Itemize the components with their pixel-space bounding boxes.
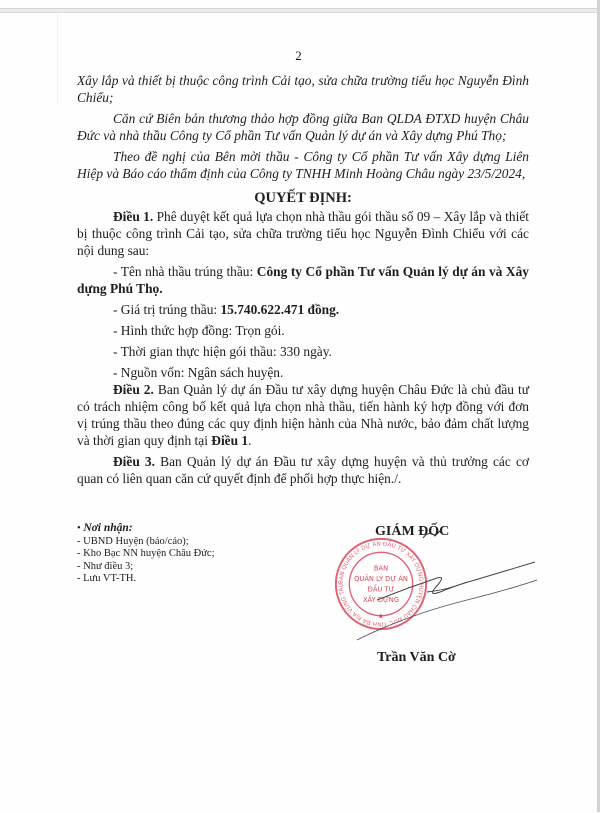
svg-text:★: ★ (377, 611, 385, 621)
article-1-item-contractor (77, 263, 529, 297)
bullet-icon: • (77, 523, 84, 534)
recipient-item: - Lưu VT-TH. (77, 573, 137, 584)
article-1-item-contract-type (77, 322, 529, 339)
recipients-label: Nơi nhận: (83, 522, 133, 534)
paragraph-continuation: Xây lắp và thiết bị thuộc công trình Cải tạo, sửa chữa trường tiểu học Nguyễn Đình Chiểu; (77, 73, 529, 105)
item-label: - Nguồn vốn: (113, 365, 188, 380)
item-label: - Tên nhà thầu trúng thầu: (113, 264, 257, 279)
item-value: Công ty Cổ phần Tư vấn Quản lý dự án và Xây dựng Phú Thọ. (77, 264, 529, 296)
svg-text:BAN QUẢN LÝ DỰ ÁN ĐẦU TƯ XÂY D: BAN QUẢN LÝ DỰ ÁN ĐẦU TƯ XÂY DỰNG HUYỆN CHÂU ĐỨC TỈNH BÀ RỊA VŨNG TÀU (338, 541, 424, 627)
article-2-end: . (248, 433, 252, 448)
article-1-item-value (77, 301, 529, 318)
recipients-block (77, 522, 215, 586)
page-number: 2 (295, 48, 302, 63)
item-label: - Giá trị trúng thầu: (113, 302, 221, 317)
article-1 (77, 208, 529, 259)
article-3-label: Điều 3. (113, 454, 155, 469)
article-1-text: Phê duyệt kết quả lựa chọn nhà thầu gói thầu số 09 – Xây lắp và thiết bị thuộc công trình Cải tạo, sửa chữa trường tiểu học Nguyễn Đình Chiểu với các nội dung sau: (77, 209, 529, 258)
recipient-item: - Kho Bạc NN huyện Châu Đức; (77, 548, 215, 559)
item-label: - Thời gian thực hiện gói thầu: (113, 344, 280, 359)
paragraph-theo-de-nghi: Theo đề nghị của Bên mời thầu - Công ty Cổ phần Tư vấn Xây dựng Liên Hiệp và Báo cáo thẩm định của Công ty TNHH Minh Hoàng Châu ngày 23/5/2024, (77, 149, 529, 181)
article-3 (77, 453, 529, 487)
svg-text:ĐẦU TƯ: ĐẦU TƯ (367, 585, 395, 594)
article-1-label: Điều 1. (113, 209, 154, 224)
recipient-item: - Như điều 3; (77, 560, 134, 572)
article-2-text: Ban Quản lý dự án Đầu tư xây dựng huyện Châu Đức là chủ đầu tư có trách nhiệm công bố kết quả lựa chọn nhà thầu, tiến hành ký hợp đồng với đơn vị trúng thầu theo đúng các quy định hiện hành của Nhà nước, bảo đảm chất lượng và thời gian quy định tại (77, 382, 529, 448)
article-1-item-funding (77, 364, 529, 381)
article-1-item-duration (77, 343, 529, 360)
recipient-item: - UBND Huyện (báo/cáo); (77, 535, 189, 547)
previous-page-bottom (0, 0, 597, 9)
item-value: 330 ngày. (279, 344, 332, 359)
document-footer (77, 522, 529, 682)
item-value: 15.740.622.471 đồng. (220, 302, 340, 317)
signer-title: GIÁM ĐỐC (375, 524, 450, 539)
article-2 (77, 381, 529, 449)
item-value: Ngân sách huyện. (187, 365, 284, 380)
decision-heading: QUYẾT ĐỊNH: (254, 190, 352, 206)
item-label: - Hình thức hợp đồng: (113, 323, 236, 338)
article-2-label: Điều 2. (113, 382, 154, 397)
item-value: Trọn gói. (235, 323, 285, 338)
signer-name: Trần Văn Cờ (377, 650, 456, 665)
svg-text:BAN: BAN (373, 564, 389, 573)
article-3-text: Ban Quản lý dự án Đầu tư xây dựng huyện và thủ trưởng các cơ quan có liên quan căn cứ quyết định để phối hợp thực hiện./. (77, 454, 529, 486)
handwritten-signature-icon (337, 522, 537, 652)
svg-text:XÂY DỰNG: XÂY DỰNG (362, 596, 400, 605)
svg-text:QUẢN LÝ DỰ ÁN: QUẢN LÝ DỰ ÁN (354, 575, 408, 584)
paragraph-can-cu: Căn cứ Biên bản thương thảo hợp đồng giữa Ban QLDA ĐTXD huyện Châu Đức và nhà thầu Công ty Cổ phần Tư vấn Quản lý dự án và Xây dựng Phú Thọ; (77, 111, 529, 143)
article-2-ref: Điều 1 (211, 433, 249, 448)
document-body (77, 72, 529, 487)
